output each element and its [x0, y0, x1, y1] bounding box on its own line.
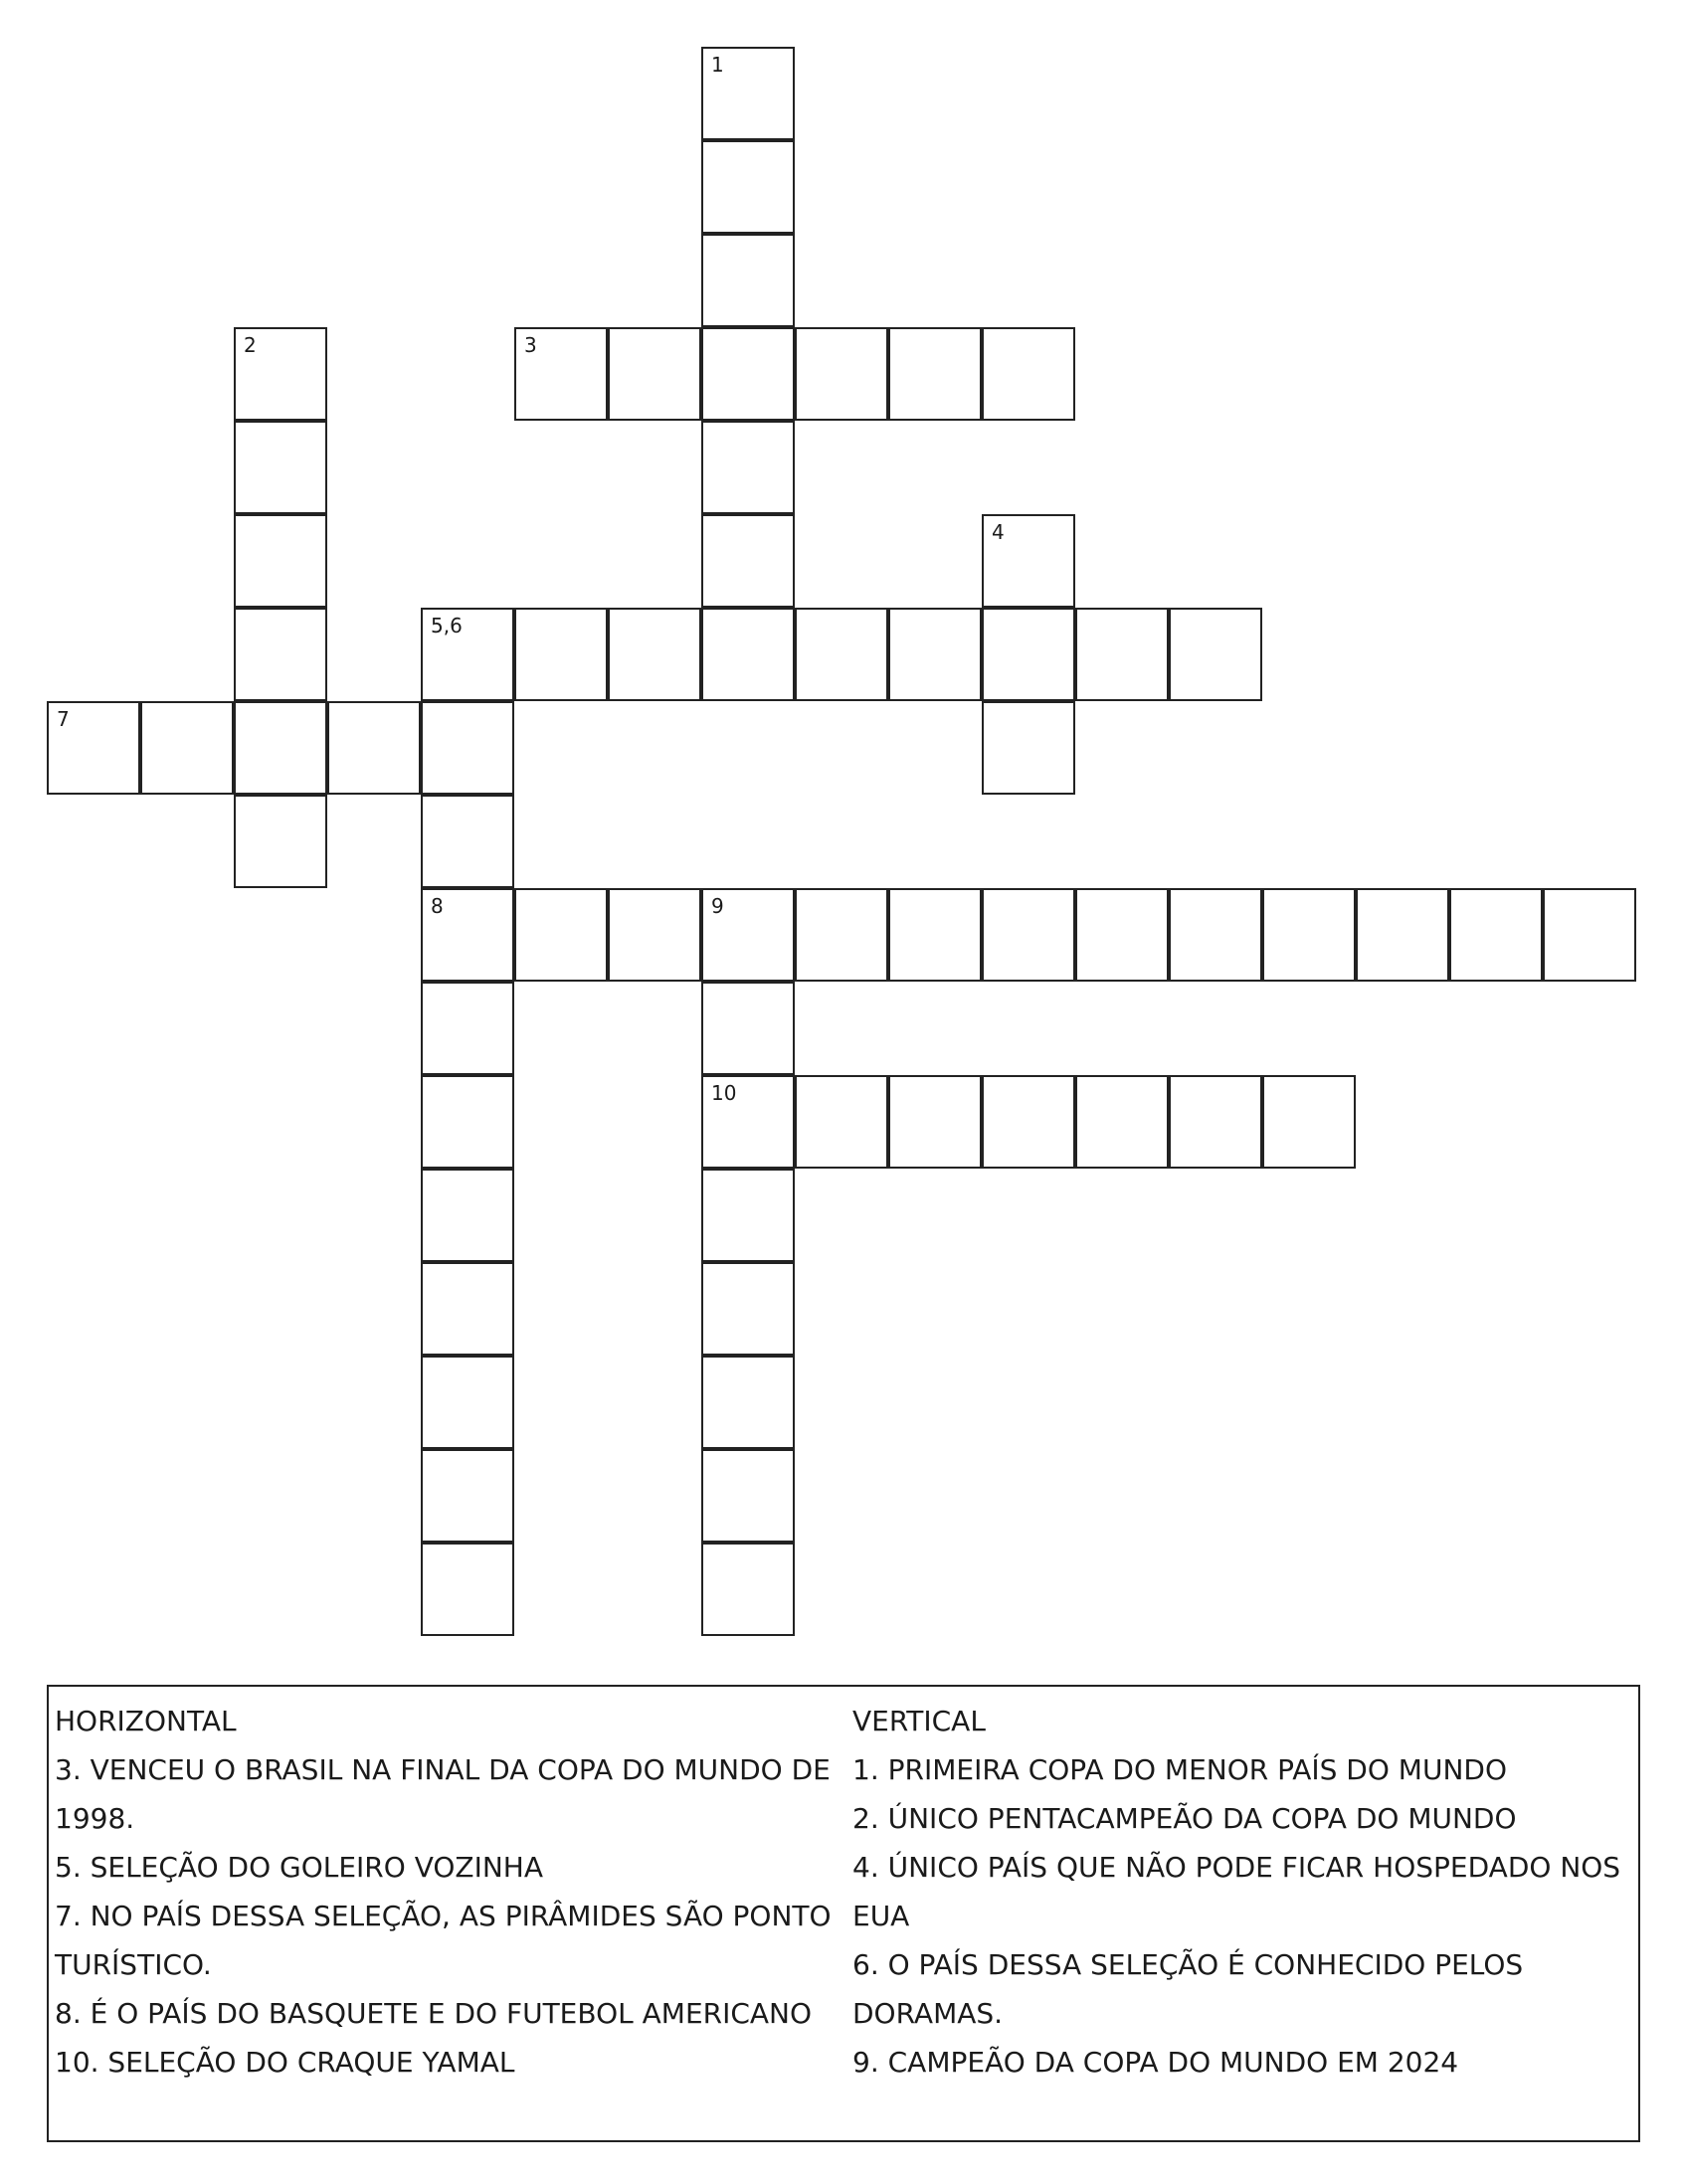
crossword-cell[interactable] — [234, 608, 327, 701]
crossword-cell[interactable] — [701, 982, 795, 1075]
crossword-cell[interactable] — [1169, 1075, 1262, 1169]
crossword-cell[interactable] — [421, 1262, 514, 1356]
crossword-cell[interactable] — [982, 701, 1075, 795]
crossword-cell[interactable] — [421, 1543, 514, 1636]
crossword-cell[interactable] — [701, 1356, 795, 1449]
clue-horizontal-10: 10. SELEÇÃO DO CRAQUE YAMAL — [55, 2046, 515, 2079]
crossword-cell[interactable] — [982, 1075, 1075, 1169]
clue-horizontal-5: 5. SELEÇÃO DO GOLEIRO VOZINHA — [55, 1851, 543, 1884]
horizontal-clues — [55, 1697, 870, 2087]
crossword-cell[interactable] — [421, 1169, 514, 1262]
clue-vertical-4: 4. ÚNICO PAÍS QUE NÃO PODE FICAR HOSPEDADO NOS EUA — [852, 1851, 1629, 1932]
vertical-clues — [852, 1697, 1638, 2087]
crossword-cell[interactable] — [701, 234, 795, 327]
clue-horizontal-3: 3. VENCEU O BRASIL NA FINAL DA COPA DO MUNDO DE 1998. — [55, 1753, 840, 1835]
crossword-cell[interactable] — [421, 795, 514, 888]
crossword-cell[interactable] — [608, 608, 701, 701]
clue-number: 3 — [524, 333, 537, 357]
crossword-cell[interactable] — [421, 1075, 514, 1169]
clue-horizontal-8: 8. É O PAÍS DO BASQUETE E DO FUTEBOL AMERICANO — [55, 1997, 813, 2030]
crossword-cell[interactable] — [701, 608, 795, 701]
crossword-cell[interactable] — [234, 327, 327, 421]
crossword-cell[interactable] — [421, 888, 514, 982]
crossword-cell[interactable] — [1169, 608, 1262, 701]
clue-number: 5,6 — [431, 614, 463, 637]
crossword-cell[interactable] — [608, 888, 701, 982]
clue-vertical-6: 6. O PAÍS DESSA SELEÇÃO É CONHECIDO PELOS DORAMAS. — [852, 1948, 1533, 2030]
crossword-cell[interactable] — [421, 982, 514, 1075]
clue-number: 10 — [711, 1081, 737, 1105]
crossword-cell[interactable] — [982, 514, 1075, 608]
crossword-cell[interactable] — [47, 701, 140, 795]
crossword-cell[interactable] — [421, 1449, 514, 1543]
crossword-cell[interactable] — [1262, 1075, 1356, 1169]
crossword-cell[interactable] — [982, 888, 1075, 982]
crossword-cell[interactable] — [1075, 608, 1169, 701]
crossword-cell[interactable] — [1169, 888, 1262, 982]
crossword-cell[interactable] — [1356, 888, 1449, 982]
crossword-cell[interactable] — [514, 327, 608, 421]
crossword-cell[interactable] — [888, 327, 982, 421]
crossword-cell[interactable] — [701, 888, 795, 982]
clues-box — [47, 1685, 1640, 2142]
crossword-cell[interactable] — [421, 701, 514, 795]
crossword-cell[interactable] — [701, 514, 795, 608]
crossword-cell[interactable] — [701, 140, 795, 234]
crossword-cell[interactable] — [795, 608, 888, 701]
crossword-cell[interactable] — [701, 421, 795, 514]
crossword-cell[interactable] — [140, 701, 234, 795]
crossword-cell[interactable] — [421, 1356, 514, 1449]
crossword-cell[interactable] — [795, 327, 888, 421]
crossword-cell[interactable] — [701, 1075, 795, 1169]
crossword-cell[interactable] — [701, 47, 795, 140]
crossword-cell[interactable] — [514, 608, 608, 701]
crossword-cell[interactable] — [701, 327, 795, 421]
crossword-cell[interactable] — [701, 1543, 795, 1636]
clue-vertical-1: 1. PRIMEIRA COPA DO MENOR PAÍS DO MUNDO — [852, 1753, 1507, 1786]
crossword-cell[interactable] — [795, 888, 888, 982]
crossword-cell[interactable] — [234, 701, 327, 795]
crossword-cell[interactable] — [1075, 1075, 1169, 1169]
horizontal-title: HORIZONTAL — [55, 1705, 237, 1737]
clue-number: 8 — [431, 894, 444, 918]
crossword-cell[interactable] — [701, 1262, 795, 1356]
crossword-cell[interactable] — [888, 608, 982, 701]
clue-number: 7 — [57, 707, 70, 731]
crossword-cell[interactable] — [701, 1449, 795, 1543]
crossword-cell[interactable] — [795, 1075, 888, 1169]
crossword-cell[interactable] — [514, 888, 608, 982]
crossword-cell[interactable] — [234, 421, 327, 514]
clue-vertical-9: 9. CAMPEÃO DA COPA DO MUNDO EM 2024 — [852, 2046, 1459, 2079]
crossword-cell[interactable] — [982, 327, 1075, 421]
crossword-cell[interactable] — [327, 701, 421, 795]
crossword-cell[interactable] — [701, 1169, 795, 1262]
crossword-cell[interactable] — [1449, 888, 1543, 982]
crossword-cell[interactable] — [982, 608, 1075, 701]
crossword-cell[interactable] — [234, 514, 327, 608]
clue-number: 4 — [992, 520, 1005, 544]
crossword-cell[interactable] — [888, 1075, 982, 1169]
crossword-cell[interactable] — [1543, 888, 1636, 982]
clue-number: 2 — [244, 333, 257, 357]
crossword-cell[interactable] — [1262, 888, 1356, 982]
crossword-cell[interactable] — [888, 888, 982, 982]
clue-horizontal-7: 7. NO PAÍS DESSA SELEÇÃO, AS PIRÂMIDES SÃO PONTO TURÍSTICO. — [55, 1900, 841, 1981]
clue-vertical-2: 2. ÚNICO PENTACAMPEÃO DA COPA DO MUNDO — [852, 1802, 1517, 1835]
crossword-cell[interactable] — [1075, 888, 1169, 982]
clue-number: 9 — [711, 894, 724, 918]
vertical-title: VERTICAL — [852, 1705, 986, 1737]
clue-number: 1 — [711, 53, 724, 77]
crossword-cell[interactable] — [421, 608, 514, 701]
crossword-cell[interactable] — [234, 795, 327, 888]
crossword-cell[interactable] — [608, 327, 701, 421]
